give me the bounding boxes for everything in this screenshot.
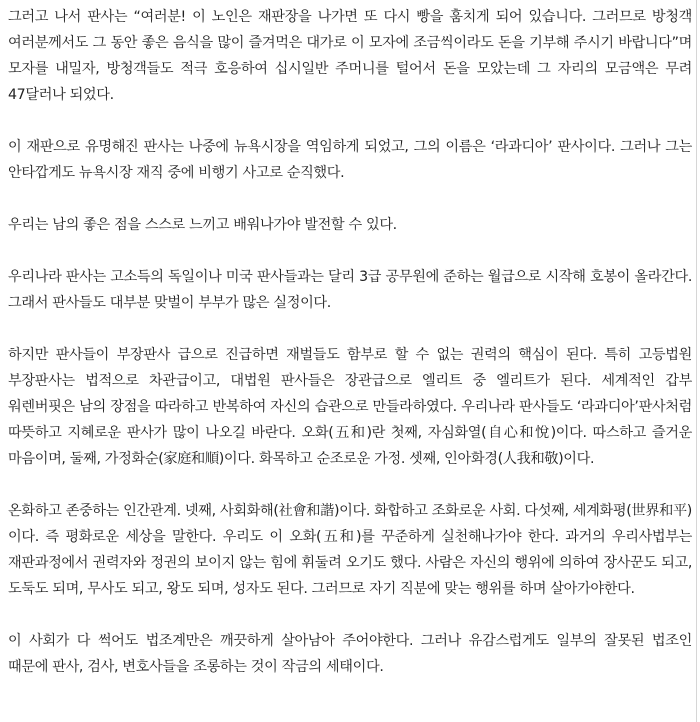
article-body [8,4,692,706]
paragraph-1: 그러고 나서 판사는 “여러분! 이 노인은 재판장을 나가면 또 다시 빵을 훔치게 되어 있습니다. 그러므로 방청객 여러분께서도 그 동안 좋은 음식을 많이 즐겨먹은 대가로 이 모자에 조금씩이라도 돈을 기부해 주시기 바랍니다”며 모자를 내밀자, 방청객들도 적극 호응하여 십시일반 주머니를 털어서 돈을 모았는데 그 자리의 모금액은 무려 47달러나 되었다. [8,9,692,103]
paragraph-5: 하지만 판사들이 부장판사 급으로 진급하면 재벌들도 함부로 할 수 없는 권력의 핵심이 된다. 특히 고등법원 부장판사는 법적으로 차관급이고, 대법원 판사들은 장관급으로 엘리트 중 엘리트가 된다. 세계적인 갑부 워렌버핏은 남의 장점을 따라하고 반복하여 자신의 습관으로 만들라하였다. 우리나라 판사들도 ‘라과디아’판사처럼 따뜻하고 지혜로운 판사가 많이 나오길 바란다. 오화(五和)란 첫째, 자심화열(自心和悅)이다. 따스하고 즐거운 마음이며, 둘째, 가정화순(家庭和順)이다. 화목하고 순조로운 가정. 셋째, 인아화경(人我和敬)이다. [8,347,692,467]
paragraph-7: 이 사회가 다 썩어도 법조계만은 깨끗하게 살아남아 주어야한다. 그러나 유감스럽게도 일부의 잘못된 법조인 때문에 판사, 검사, 변호사들을 조롱하는 것이 작금의 세태이다. [8,633,692,675]
paragraph-4: 우리나라 판사는 고소득의 독일이나 미국 판사들과는 달리 3급 공무원에 준하는 월급으로 시작해 호봉이 올라간다. 그래서 판사들도 대부분 맞벌이 부부가 많은 실정이다. [8,269,692,311]
paragraph-6: 온화하고 존중하는 인간관계. 넷째, 사회화해(社會和諧)이다. 화합하고 조화로운 사회. 다섯째, 세계화평(世界和平)이다. 즉 평화로운 세상을 말한다. 우리도 이 오화(五和)를 꾸준하게 실천해나가야 한다. 과거의 우리사법부는 재판과정에서 권력자와 정권의 보이지 않는 힘에 휘둘려 오기도 했다. 사람은 자신의 행위에 의하여 장사꾼도 되고, 도둑도 되며, 무사도 되고, 왕도 되며, 성자도 된다. 그러므로 자기 직분에 맞는 행위를 하며 살아가야한다. [8,503,692,597]
paragraph-2: 이 재판으로 유명해진 판사는 나중에 뉴욕시장을 역임하게 되었고, 그의 이름은 ‘라과디아’ 판사이다. 그러나 그는 안타깝게도 뉴욕시장 재직 중에 비행기 사고로 순직했다. [8,139,692,181]
paragraph-3: 우리는 남의 좋은 점을 스스로 느끼고 배워나가야 발전할 수 있다. [8,217,397,233]
